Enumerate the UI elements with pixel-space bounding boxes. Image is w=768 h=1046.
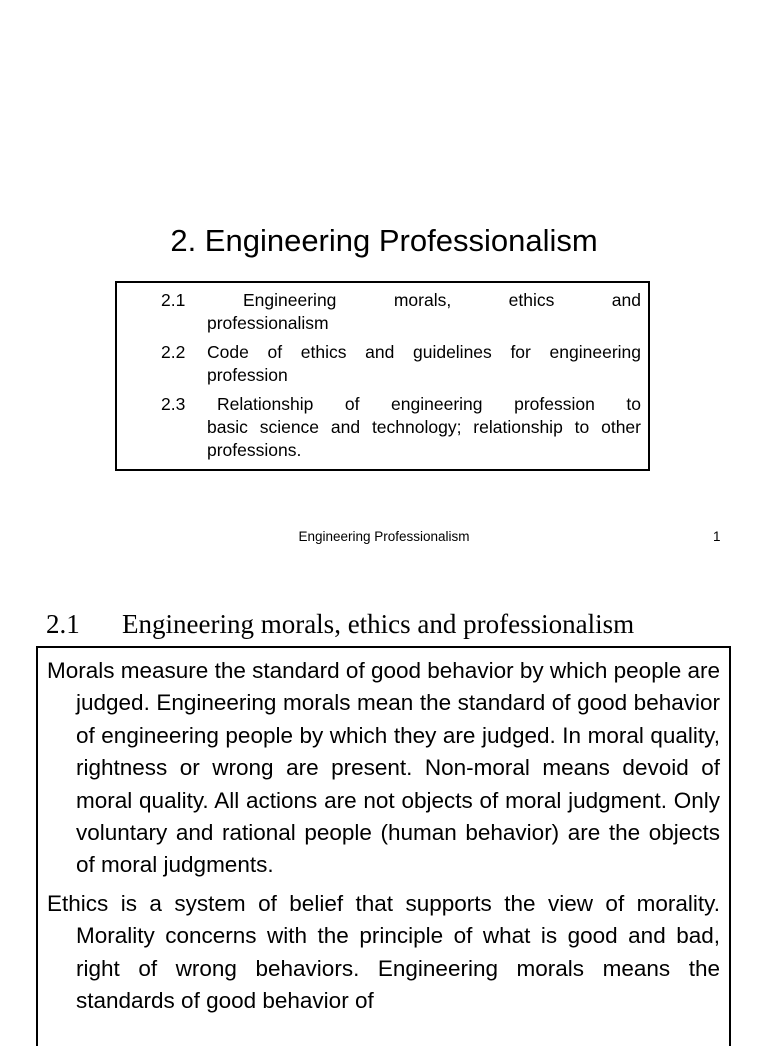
- toc-word: morals,: [393, 290, 452, 310]
- page-number: 1: [713, 529, 721, 544]
- content-box: [36, 646, 731, 1046]
- toc-item: [161, 341, 641, 387]
- toc-item-number: 2.3: [161, 394, 186, 414]
- table-of-contents: [115, 281, 650, 471]
- paragraph: Ethics is a system of belief that supports the view of morality. Morality concerns with the principle of what is good and bad, right of wrong behaviors. Engineering morals means the standards of good behavior of: [47, 890, 720, 1014]
- toc-item-line1: Relationship of engineering profession to: [217, 394, 641, 414]
- toc-item: [161, 393, 641, 462]
- toc-item-rest: profession: [207, 365, 288, 385]
- slide-title: 2. Engineering Professionalism: [170, 223, 598, 258]
- section-number: 2.1: [46, 609, 80, 639]
- toc-item-rest: basic science and technology; relationship to other professions.: [207, 417, 641, 460]
- footer-title: Engineering Professionalism: [298, 529, 470, 544]
- toc-item-rest: professionalism: [207, 313, 329, 333]
- section-heading: [46, 606, 634, 642]
- section-title: Engineering morals, ethics and professionalism: [122, 609, 635, 639]
- toc-item: [161, 289, 641, 335]
- toc-item-number: 2.1: [161, 290, 186, 310]
- toc-word: ethics: [508, 290, 555, 310]
- toc-item-number: 2.2: [161, 342, 186, 362]
- paragraph: Morals measure the standard of good behavior by which people are judged. Engineering morals mean the standard of good behavior of engineering people by which they are judged. In moral quality, rightness or wrong are present. Non-moral means devoid of moral quality. All actions are not objects of moral judgment. Only voluntary and rational people (human behavior) are the objects of moral judgments.: [47, 658, 720, 878]
- toc-word: and: [611, 290, 641, 310]
- toc-word: Engineering: [243, 290, 337, 310]
- toc-item-line1: Code of ethics and guidelines for engineering: [207, 342, 641, 362]
- toc-item-line1: [161, 289, 641, 312]
